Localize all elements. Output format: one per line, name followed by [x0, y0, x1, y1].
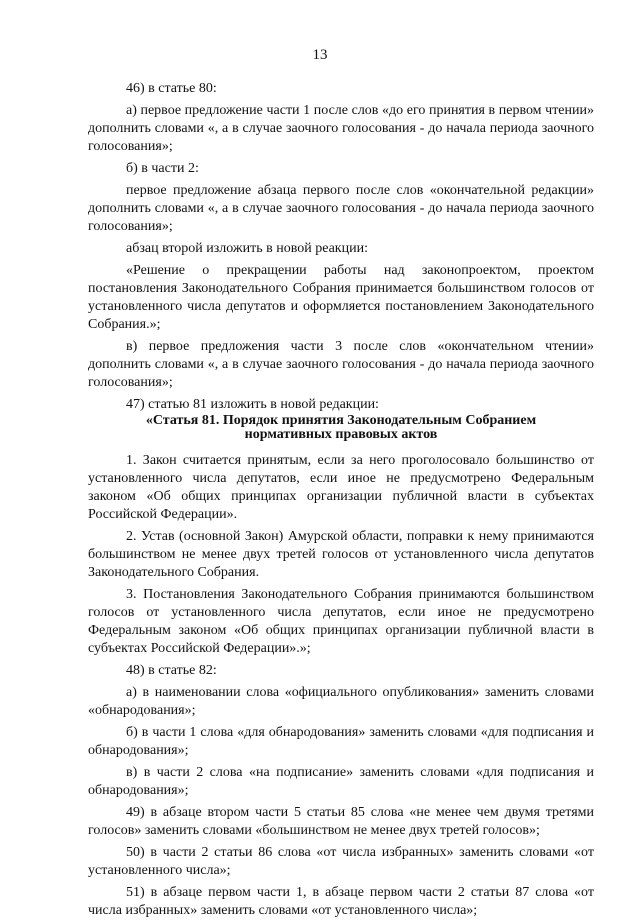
paragraph-48a: а) в наименовании слова «официального опубликования» заменить словами «обнародования»; [88, 685, 594, 718]
paragraph-48c: в) в части 2 слова «на подписание» заменить словами «для подписания и обнародования»; [88, 765, 594, 798]
article-81-heading-line2: нормативных правовых актов [244, 427, 438, 442]
article-81-part-2: 2. Устав (основной Закон) Амурской области, поправки к нему принимаются большинством не менее двух третей голосов от установленного числа депутатов Законодательного Собрания. [88, 529, 594, 580]
article-81-part-3: 3. Постановления Законодательного Собрания принимаются большинством голосов от установленного числа депутатов, если иное не предусмотрено Федеральным законом «Об общих принципах организации публичной власти в субъектах Российской Федерации».»; [88, 587, 594, 656]
paragraph-46: 46) в статье 80: [126, 81, 217, 96]
paragraph-46b-quote: «Решение о прекращении работы над законопроектом, проектом постановления Законодательного Собрания принимается большинством голосов от установленного числа депутатов и оформляется постановлением Законодательного Собрания.»; [88, 263, 594, 332]
article-81-heading-line1: «Статья 81. Порядок принятия Законодательным Собранием [145, 413, 537, 428]
paragraph-50: 50) в части 2 статьи 86 слова «от числа избранных» заменить словами «от установленного числа»; [88, 845, 594, 878]
paragraph-49: 49) в абзаце втором части 5 статьи 85 слова «не менее чем двумя третями голосов» заменить словами «большинством не менее двух третей голосов»; [88, 805, 594, 838]
page-number: 13 [312, 47, 328, 63]
paragraph-48b: б) в части 1 слова «для обнародования» заменить словами «для подписания и обнародования»; [88, 725, 594, 758]
paragraph-48: 48) в статье 82: [126, 663, 217, 678]
paragraph-47: 47) статью 81 изложить в новой редакции: [126, 397, 379, 412]
paragraph-46b-second: абзац второй изложить в новой реакции: [126, 241, 368, 256]
document-body [88, 80, 594, 920]
paragraph-46b-first: первое предложение абзаца первого после слов «окончательной редакции» дополнить словами «, а в случае заочного голосования - до начала периода заочного голосования»; [88, 183, 594, 234]
paragraph-46b: б) в части 2: [126, 161, 199, 176]
paragraph-46a: а) первое предложение части 1 после слов «до его принятия в первом чтении» дополнить словами «, а в случае заочного голосования - до начала периода заочного голосования»; [88, 103, 594, 154]
article-81-part-1: 1. Закон считается принятым, если за него проголосовало большинство от установленного числа депутатов, если иное не предусмотрено Федеральным законом «Об общих принципах организации публичной власти в субъектах Российской Федерации». [88, 453, 594, 522]
paragraph-51: 51) в абзаце первом части 1, в абзаце первом части 2 статьи 87 слова «от числа избранных» заменить словами «от установленного числа»; [88, 885, 594, 918]
paragraph-46c: в) первое предложения части 3 после слов «окончательном чтении» дополнить словами «, а в случае заочного голосования - до начала периода заочного голосования»; [88, 339, 594, 390]
